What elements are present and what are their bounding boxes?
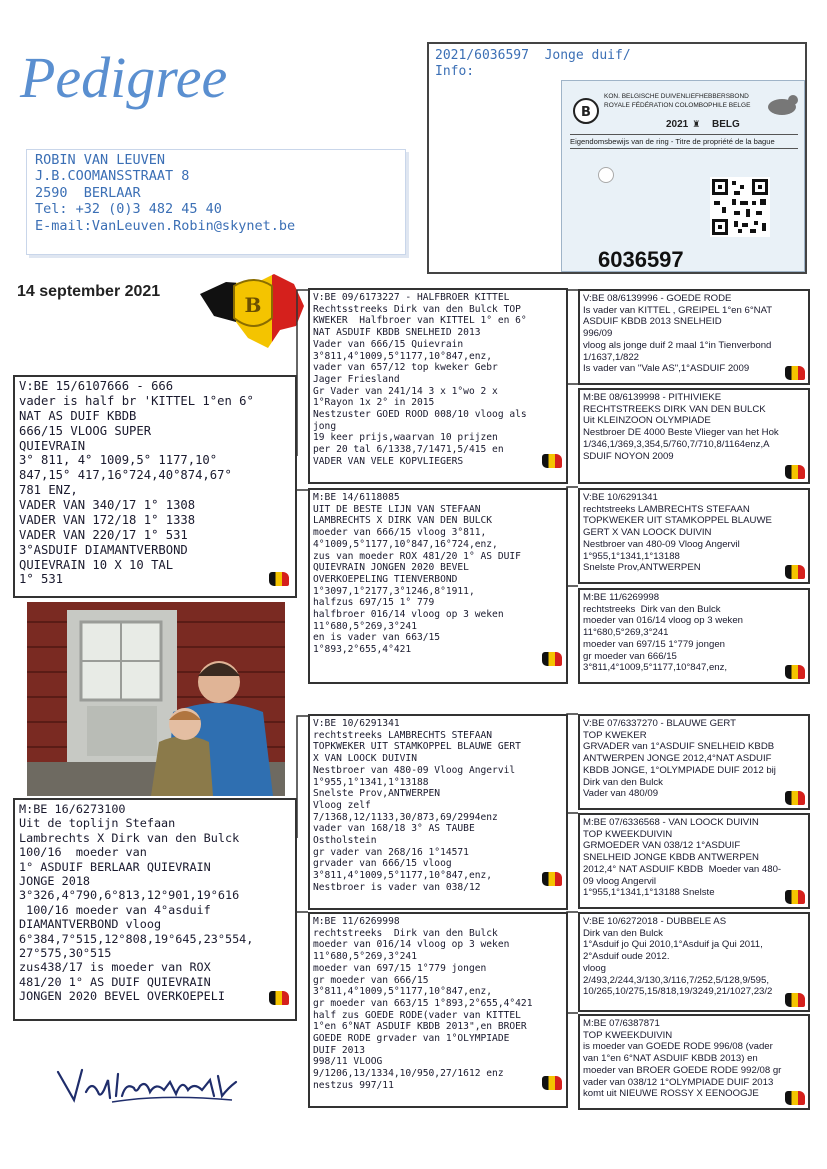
- dam-line: 100/16 moeder van: [19, 845, 147, 860]
- sire-sire-line: V:BE 09/6173227 - HALFBROER KITTEL: [313, 292, 510, 303]
- subject-line: 666/15 VLOOG SUPER: [19, 423, 152, 438]
- address-line: Tel: +32 (0)3 482 45 40: [35, 201, 222, 218]
- ring-ownership-card: [561, 80, 805, 272]
- subject-line: 1° 531: [19, 572, 64, 587]
- dam-dam-line: 1°en 6°NAT ASDUIF KBDB 2013",en BROER: [313, 1021, 527, 1033]
- gg-line: SDUIF NOYON 2009: [583, 450, 674, 462]
- sire-dam-line: UIT DE BESTE LIJN VAN STEFAAN: [313, 503, 481, 515]
- dam-line: 1° ASDUIF BERLAAR QUIEVRAIN: [19, 859, 211, 874]
- belgian-flag-icon: [269, 991, 289, 1005]
- sire-sire-line: Gr Vader van 241/14 3 x 1°wo 2 x: [313, 385, 498, 397]
- subject-line: 847,15° 417,16°724,40°874,67°: [19, 468, 232, 483]
- gg-line: V:BE 07/6337270 - BLAUWE GERT: [583, 718, 737, 729]
- ring-number-label: 2021/6036597 Jonge duif/: [435, 48, 631, 63]
- dam-dam-line: half zus GOEDE RODE(vader van KITTEL: [313, 1009, 521, 1021]
- crest-icon: ♜: [693, 117, 700, 130]
- page-title: Pedigree: [20, 45, 228, 110]
- gg-line: Is vader van KITTEL , GREIPEL 1°en 6°NAT: [583, 304, 773, 316]
- dam-line: M:BE 16/6273100: [19, 802, 126, 816]
- sire-dam-line: halfzus 697/15 1° 779: [313, 597, 435, 609]
- sire-sire-line: Vader van 666/15 Quievrain: [313, 338, 464, 350]
- sire-sire-line: Jager Friesland: [313, 373, 400, 385]
- gg-line: komt uit NIEUWE ROSSY X EENOOGJE: [583, 1088, 759, 1100]
- gg-line: vloog: [583, 962, 606, 974]
- gg-box-4: [578, 588, 810, 684]
- gg-line: RECHTSTREEKS DIRK VAN DEN BULCK: [583, 403, 766, 415]
- belgian-flag-icon: [785, 465, 805, 479]
- gg-line: TOP KWEEKDUIVIN: [583, 1029, 673, 1041]
- gg-line: 2°Asduif oude 2012.: [583, 951, 670, 963]
- dam-line: zus438/17 is moeder van ROX: [19, 960, 211, 975]
- belgian-flag-icon: [542, 652, 562, 666]
- dam-line: Uit de toplijn Stefaan: [19, 816, 176, 831]
- gg-line: Vader van 480/09: [583, 788, 659, 800]
- sire-dam-line: QUIEVRAIN JONGEN 2020 BEVEL: [313, 562, 469, 574]
- sire-sire-line: VADER VAN VELE KOPVLIEGERS: [313, 455, 464, 467]
- belgium-map-icon: [196, 266, 308, 356]
- gg-line: 2012,4° NAT ASDUIF KBDB Moeder van 480-: [583, 863, 782, 875]
- sire-sire-line: NAT ASDUIF KBDB SNELHEID 2013: [313, 327, 481, 339]
- gg-line: M:BE 07/6387871: [583, 1018, 660, 1029]
- gg-line: 1/1637,1/822: [583, 351, 640, 363]
- gg-line: Nestbroer van 480-09 Vloog Angervil: [583, 538, 740, 550]
- sire-dam-line: en is vader van 663/15: [313, 632, 441, 644]
- owner-photo: [27, 602, 285, 796]
- gg-line: Nestbroer DE 4000 Beste Vlieger van het Hok: [583, 427, 779, 439]
- dam-dam-line: moeder van 016/14 vloog op 3 weken: [313, 939, 510, 951]
- subject-line: 3° 811, 4° 1009,5° 1177,10°: [19, 453, 218, 468]
- address-line: 2590 BERLAAR: [35, 184, 141, 201]
- kbdb-logo-icon: [572, 97, 600, 125]
- sire-sire-line: 19 keer prijs,waarvan 10 prijzen: [313, 432, 498, 444]
- gg-line: M:BE 11/6269998: [583, 592, 660, 603]
- belgian-flag-icon: [785, 993, 805, 1007]
- dam-dam-line: GOEDE RODE grvader van 1°OLYMPIADE: [313, 1033, 510, 1045]
- gg-line: 10/265,10/275,15/818,19/3249,21/1027,23/2: [583, 986, 773, 998]
- subject-line: VADER VAN 340/17 1° 1308: [19, 498, 196, 512]
- card-org-line: KON. BELGISCHE DUIVENLIEFHEBBERSBOND: [604, 93, 749, 100]
- gg-line: 996/09: [583, 328, 613, 340]
- gg-line: 2/493,2/244,3/130,3/116,7/252,5/128,9/595,: [583, 974, 770, 986]
- gg-line: GRVADER van 1°ASDUIF SNELHEID KBDB: [583, 741, 775, 753]
- dam-sire-line: Snelste Prov,ANTWERPEN: [313, 788, 441, 800]
- gg-line: ANTWERPEN JONGE 2012,4°NAT ASDUIF: [583, 753, 772, 765]
- sire-sire-line: 1°Rayon 1x 2° in 2015: [313, 397, 435, 409]
- dam-sire-line: rechtstreeks LAMBRECHTS STEFAAN: [313, 729, 493, 741]
- dam-box: [13, 798, 297, 1021]
- gg-box-8: [578, 1014, 810, 1110]
- subject-line: vader is half br 'KITTEL 1°en 6°: [19, 393, 254, 408]
- subject-line: V:BE 15/6107666 - 666: [19, 379, 174, 393]
- dam-dam-line: 11°680,5°269,3°241: [313, 951, 417, 963]
- sire-dam-line: 11°680,5°269,3°241: [313, 620, 417, 632]
- dam-dam-line: rechtstreeks Dirk van den Bulck: [313, 927, 498, 939]
- belgian-flag-icon: [785, 565, 805, 579]
- dam-line: JONGEN 2020 BEVEL OVERKOEPELI: [19, 989, 225, 1004]
- dam-dam-line: DUIF 2013: [313, 1044, 365, 1056]
- owner-address: [35, 152, 397, 234]
- belgian-flag-icon: [542, 1076, 562, 1090]
- gg-line: ASDUIF KBDB 2013 SNELHEID: [583, 316, 722, 328]
- dam-sire-line: 1°955,1°1341,1°13188: [313, 776, 429, 788]
- gg-box-3: [578, 488, 810, 584]
- dam-line: DIAMANTVERBOND vloog: [19, 917, 162, 932]
- gg-line: 09 vloog Angervil: [583, 875, 657, 887]
- subject-line: 3°ASDUIF DIAMANTVERBOND: [19, 542, 188, 557]
- gg-line: moeder van 016/14 vloog op 3 weken: [583, 615, 744, 627]
- sire-dam-box: [308, 488, 568, 684]
- gg-line: rechtstreeks Dirk van den Bulck: [583, 603, 721, 615]
- dam-line: 27°575,30°515: [19, 945, 112, 960]
- sire-sire-line: 3°811,4°1009,5°1177,10°847,enz,: [313, 350, 493, 362]
- dam-dam-line: nestzus 997/11: [313, 1079, 394, 1091]
- sire-sire-line: KWEKER Halfbroer van KITTEL 1° en 6°: [313, 315, 527, 327]
- gg-line: 11°680,5°269,3°241: [583, 627, 669, 639]
- ring-info-label: Info:: [435, 63, 475, 79]
- dam-dam-line: moeder van 697/15 1°779 jongen: [313, 962, 487, 974]
- gg-line: TOP KWEEKDUIVIN: [583, 828, 673, 840]
- dam-sire-line: Ostholstein: [313, 835, 377, 847]
- dam-line: 100/16 moeder van 4°asduif: [19, 902, 211, 917]
- gg-box-2: [578, 388, 810, 484]
- ring-info-box: [427, 42, 807, 274]
- gg-line: Dirk van den Bulck: [583, 776, 663, 788]
- gg-line: Dirk van den Bulck: [583, 927, 663, 939]
- subject-line: QUIEVRAIN: [19, 438, 86, 453]
- dam-line: Lambrechts X Dirk van den Bulck: [19, 830, 240, 845]
- subject-line: VADER VAN 172/18 1° 1338: [19, 512, 196, 527]
- gg-line: van 1°en 6°NAT ASDUIF KBDB 2013) en: [583, 1053, 758, 1065]
- gg-line: 1°Asduif jo Qui 2010,1°Asduif ja Qui 2011,: [583, 939, 763, 951]
- dam-sire-line: 7/1368,12/1133,30/873,69/2994enz: [313, 811, 498, 823]
- gg-line: is moeder van GOEDE RODE 996/08 (vader: [583, 1041, 773, 1053]
- sire-dam-line: zus van moeder ROX 481/20 1° AS DUIF: [313, 550, 521, 562]
- qr-code-icon: [710, 177, 770, 237]
- dam-dam-box: [308, 912, 568, 1108]
- subject-line: QUIEVRAIN 10 X 10 TAL: [19, 557, 174, 572]
- belgian-flag-icon: [785, 890, 805, 904]
- belgian-flag-icon: [542, 872, 562, 886]
- dam-line: 481/20 1° AS DUIF QUIEVRAIN: [19, 974, 211, 989]
- gg-line: SNELHEID JONGE KBDB ANTWERPEN: [583, 852, 759, 864]
- dam-sire-line: vader van 168/18 3° AS TAUBE: [313, 823, 475, 835]
- sire-dam-line: LAMBRECHTS X DIRK VAN DEN BULCK: [313, 515, 493, 527]
- belgian-flag-icon: [785, 1091, 805, 1105]
- svg-text:B: B: [581, 105, 591, 120]
- address-line: ROBIN VAN LEUVEN: [35, 152, 166, 168]
- gg-line: Snelste Prov,ANTWERPEN: [583, 562, 701, 574]
- gg-line: Is vader van "Vale AS",1°ASDUIF 2009: [583, 363, 750, 375]
- gg-line: 1/346,1/369,3,354,5/760,7/710,8/1164enz,A: [583, 438, 770, 450]
- pigeon-logo-icon: [764, 91, 800, 117]
- dam-line: JONGE 2018: [19, 873, 91, 888]
- gg-box-6: [578, 813, 810, 909]
- address-line: J.B.COOMANSSTRAAT 8: [35, 168, 190, 185]
- card-country: BELG: [712, 119, 740, 130]
- belgian-flag-icon: [269, 572, 289, 586]
- gg-line: rechtstreeks LAMBRECHTS STEFAAN: [583, 503, 750, 515]
- svg-text:B: B: [244, 293, 262, 317]
- gg-line: Uit KLEINZOON OLYMPIADE: [583, 415, 711, 427]
- dam-sire-line: gr vader van 268/16 1°14571: [313, 846, 469, 858]
- subject-line: 781 ENZ,: [19, 483, 78, 498]
- dam-line: 3°326,4°790,6°813,12°901,19°616: [19, 888, 240, 903]
- gg-line: M:BE 08/6139998 - PITHIVIEKE: [583, 392, 722, 403]
- sire-dam-line: halfbroer 016/14 vloog op 3 weken: [313, 609, 504, 621]
- gg-line: V:BE 10/6291341: [583, 492, 658, 503]
- sire-sire-line: per 20 tal 6/1338,7/1471,5/415 en: [313, 444, 504, 456]
- gg-line: V:BE 08/6139996 - GOEDE RODE: [583, 293, 732, 304]
- dam-dam-line: gr moeder van 666/15: [313, 974, 429, 986]
- dam-dam-line: M:BE 11/6269998: [313, 916, 400, 927]
- dam-sire-line: grvader van 666/15 vloog: [313, 858, 452, 870]
- gg-box-5: [578, 714, 810, 810]
- gg-line: moeder van 697/15 1°779 jongen: [583, 638, 725, 650]
- dam-sire-line: Vloog zelf: [313, 799, 371, 811]
- dam-sire-line: Nestbroer is vader van 038/12: [313, 881, 481, 893]
- owner-address-box: [26, 149, 406, 255]
- card-year: 2021: [666, 119, 689, 130]
- sire-sire-line: jong: [313, 420, 337, 432]
- gg-line: KBDB JONGE, 1°OLYMPIADE DUIF 2012 bij: [583, 764, 776, 776]
- dam-sire-box: [308, 714, 568, 910]
- sire-sire-line: Rechtsstreeks Dirk van den Bulck TOP: [313, 303, 521, 315]
- owner-signature: [52, 1060, 242, 1110]
- gg-line: GERT X VAN LOOCK DUIVIN: [583, 527, 712, 539]
- gg-line: TOP KWEKER: [583, 729, 647, 741]
- gg-line: V:BE 10/6272018 - DUBBELE AS: [583, 916, 727, 927]
- belgian-flag-icon: [542, 454, 562, 468]
- gg-line: 1°955,1°1341,1°13188: [583, 550, 680, 562]
- dam-dam-line: 998/11 VLOOG: [313, 1056, 383, 1068]
- subject-line: VADER VAN 220/17 1° 531: [19, 527, 188, 542]
- dam-line: 6°384,7°515,12°808,19°645,23°554,: [19, 931, 254, 946]
- gg-line: 3°811,4°1009,5°1177,10°847,enz,: [583, 662, 728, 674]
- sire-dam-line: M:BE 14/6118085: [313, 492, 400, 503]
- dam-sire-line: Nestbroer van 480-09 Vloog Angervil: [313, 764, 516, 776]
- sire-sire-line: vader van 657/12 top kweker Gebr: [313, 362, 498, 374]
- subject-line: NAT AS DUIF KBDB: [19, 408, 137, 423]
- gg-line: TOPKWEKER UIT STAMKOPPEL BLAUWE: [583, 515, 772, 527]
- sire-dam-line: moeder van 666/15 vloog 3°811,: [313, 527, 487, 539]
- gg-box-1: [578, 289, 810, 385]
- sire-dam-line: OVERKOEPELING TIENVERBOND: [313, 573, 458, 585]
- sire-dam-line: 1°893,2°655,4°421: [313, 644, 412, 656]
- belgian-flag-icon: [785, 665, 805, 679]
- gg-line: moeder van BROER GOEDE RODE 992/08 gr: [583, 1064, 782, 1076]
- belgian-flag-icon: [785, 791, 805, 805]
- gg-line: 1°955,1°1341,1°13188 Snelste: [583, 887, 715, 899]
- gg-line: vader van 038/12 1°OLYMPIADE DUIF 2013: [583, 1076, 774, 1088]
- address-line: E-mail:VanLeuven.Robin@skynet.be: [35, 217, 296, 234]
- dam-dam-line: 3°811,4°1009,5°1177,10°847,enz,: [313, 986, 493, 998]
- dam-dam-line: 9/1206,13/1334,10/950,27/1612 enz: [313, 1068, 504, 1080]
- dam-sire-line: V:BE 10/6291341: [313, 718, 400, 729]
- card-hole: [598, 167, 614, 183]
- gg-line: GRMOEDER VAN 038/12 1°ASDUIF: [583, 840, 741, 852]
- pedigree-date: 14 september 2021: [17, 283, 161, 300]
- ring-header: [435, 48, 631, 80]
- dam-sire-line: 3°811,4°1009,5°1177,10°847,enz,: [313, 870, 493, 882]
- gg-line: M:BE 07/6336568 - VAN LOOCK DUIVIN: [583, 817, 759, 828]
- gg-line: gr moeder van 666/15: [583, 650, 677, 662]
- dam-sire-line: TOPKWEKER UIT STAMKOPPEL BLAUWE GERT: [313, 741, 521, 753]
- sire-dam-line: 1°3097,1°2177,3°1246,8°1911,: [313, 585, 475, 597]
- gg-box-7: [578, 912, 810, 1012]
- card-ring-number: 6036597: [598, 247, 684, 272]
- belgian-flag-icon: [785, 366, 805, 380]
- subject-pigeon-box: [13, 375, 297, 598]
- sire-sire-line: Nestzuster GOED ROOD 008/10 vloog als: [313, 409, 527, 421]
- dam-sire-line: X VAN LOOCK DUIVIN: [313, 753, 417, 765]
- card-caption: Eigendomsbewijs van de ring - Titre de propriété de la bague: [570, 134, 798, 149]
- card-org-line: ROYALE FÉDÉRATION COLOMBOPHILE BELGE: [604, 102, 751, 109]
- sire-dam-line: 4°1009,5°1177,10°847,16°724,enz,: [313, 538, 498, 550]
- gg-line: vloog als jonge duif 2 maal 1°in Tienverbond: [583, 339, 772, 351]
- dam-dam-line: gr moeder van 663/15 1°893,2°655,4°421: [313, 997, 533, 1009]
- sire-sire-box: [308, 288, 568, 484]
